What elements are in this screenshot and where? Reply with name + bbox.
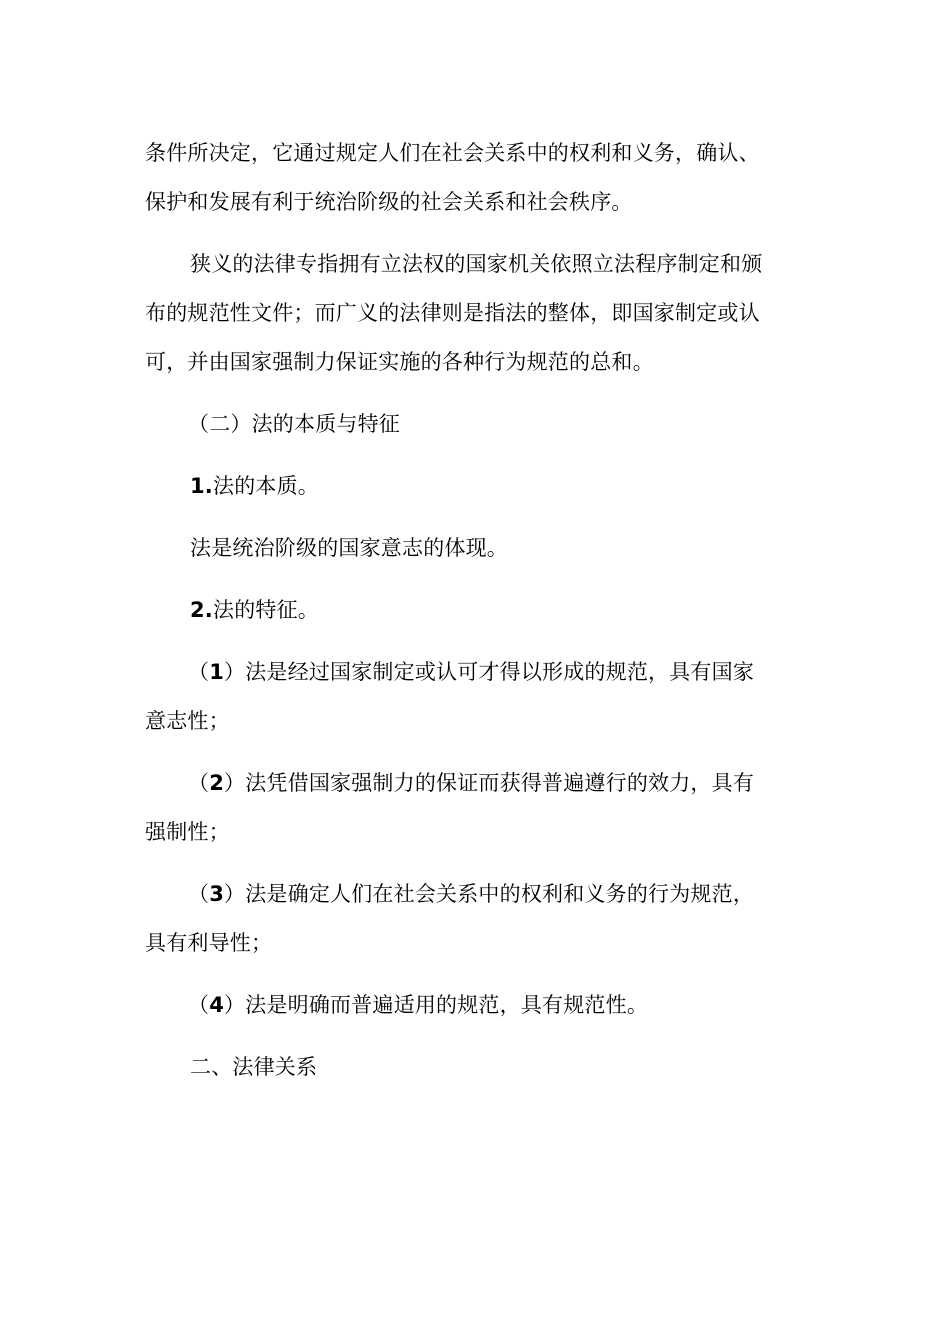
paragraph-line: 意志性； bbox=[145, 709, 230, 733]
subsection-title: 法的本质。 bbox=[213, 474, 319, 498]
subsection-heading bbox=[190, 597, 319, 623]
feature-item bbox=[188, 881, 754, 907]
subsection-heading bbox=[190, 473, 319, 499]
feature-text: 法是明确而普遍适用的规范，具有规范性。 bbox=[245, 993, 649, 1017]
subsection-number: 2. bbox=[190, 598, 213, 622]
subsection-title: 法的特征。 bbox=[213, 598, 319, 622]
paragraph-line: 具有利导性； bbox=[145, 931, 273, 955]
section-heading: （二）法的本质与特征 bbox=[188, 412, 400, 436]
chapter-heading: 二、法律关系 bbox=[190, 1055, 318, 1079]
feature-number: 3 bbox=[209, 882, 225, 906]
paragraph-line: 法是统治阶级的国家意志的体现。 bbox=[190, 536, 508, 560]
paragraph-line: 强制性； bbox=[145, 820, 230, 844]
feature-number: 4 bbox=[209, 993, 225, 1017]
paren-open: （ bbox=[188, 882, 210, 906]
paragraph-line: 布的规范性文件；而广义的法律则是指法的整体，即国家制定或认 bbox=[145, 301, 760, 325]
paragraph-line: 保护和发展有利于统治阶级的社会关系和社会秩序。 bbox=[145, 190, 633, 214]
feature-number: 2 bbox=[209, 771, 225, 795]
paren-close: ） bbox=[224, 993, 246, 1017]
paren-open: （ bbox=[188, 993, 210, 1017]
paragraph-line: 狭义的法律专指拥有立法权的国家机关依照立法程序制定和颁 bbox=[190, 252, 763, 276]
paren-close: ） bbox=[224, 882, 246, 906]
paren-open: （ bbox=[188, 660, 210, 684]
feature-item bbox=[188, 659, 754, 685]
feature-item bbox=[188, 770, 754, 796]
paragraph-line: 可，并由国家强制力保证实施的各种行为规范的总和。 bbox=[145, 350, 654, 374]
feature-text: 法凭借国家强制力的保证而获得普遍遵行的效力，具有 bbox=[245, 771, 755, 795]
feature-number: 1 bbox=[209, 660, 225, 684]
paren-close: ） bbox=[224, 660, 246, 684]
feature-text: 法是确定人们在社会关系中的权利和义务的行为规范， bbox=[245, 882, 755, 906]
paren-close: ） bbox=[224, 771, 246, 795]
feature-text: 法是经过国家制定或认可才得以形成的规范，具有国家 bbox=[245, 660, 755, 684]
paragraph-line: 条件所决定，它通过规定人们在社会关系中的权利和义务，确认、 bbox=[145, 141, 760, 165]
feature-item bbox=[188, 992, 648, 1018]
paren-open: （ bbox=[188, 771, 210, 795]
subsection-number: 1. bbox=[190, 474, 213, 498]
